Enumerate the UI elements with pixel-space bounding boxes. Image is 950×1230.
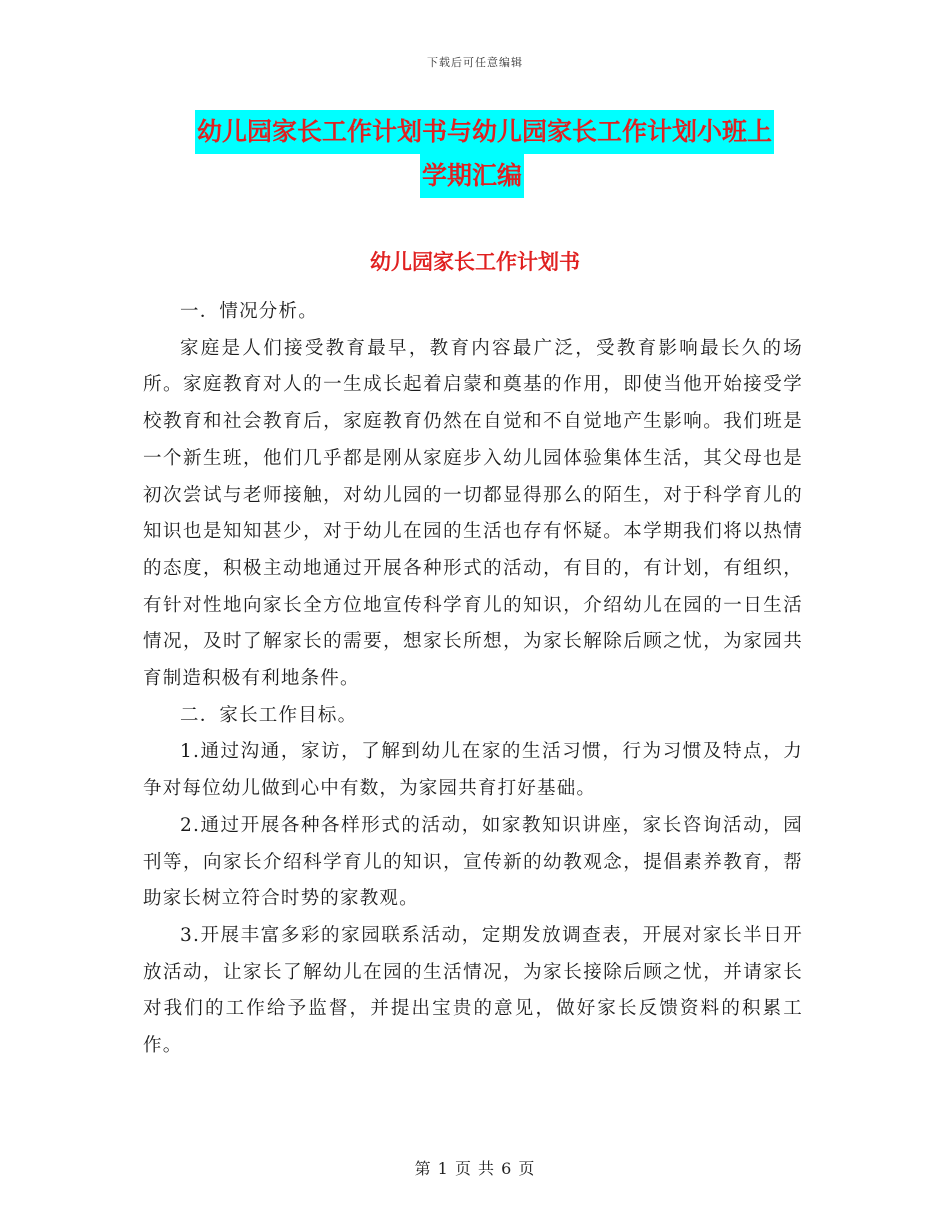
paragraph-goal-2: 2.通过开展各种各样形式的活动，如家教知识讲座，家长咨询活动，园刊等，向家长介绍科学育儿的知识，宣传新的幼教观念，提倡素养教育，帮助家长树立符合时势的家教观。 [143,814,803,910]
document-title-line1: 幼儿园家长工作计划书与幼儿园家长工作计划小班上 [195,110,774,154]
paragraph-goal-1: 1.通过沟通，家访，了解到幼儿在家的生活习惯，行为习惯及特点，力争对每位幼儿做到心中有数，为家园共育打好基础。 [143,741,803,800]
document-title-line2: 学期汇编 [420,154,524,198]
paragraph-goal-3: 3.开展丰富多彩的家园联系活动，定期发放调查表，开展对家长半日开放活动，让家长了解幼儿在园的生活情况，为家长接除后顾之忧，并请家长对我们的工作给予监督，并提出宝贵的意见，做好家长反馈资料的积累工作。 [143,924,803,1057]
heading-situation-analysis: 一．情况分析。 [180,301,318,322]
section-title: 幼儿园家长工作计划书 [370,250,580,274]
document-title [195,110,815,198]
page-footer: 第 1 页 共 6 页 [414,1159,536,1178]
header-note: 下载后可任意编辑 [427,56,523,69]
document-body [143,294,803,1065]
paragraph-situation-text: 家庭是人们接受教育最早，教育内容最广泛，受教育影响最长久的场所。家庭教育对人的一生成长起着启蒙和奠基的作用，即使当他开始接受学校教育和社会教育后，家庭教育仍然在自觉和不自觉地产生影响。我们班是一个新生班，他们几乎都是刚从家庭步入幼儿园体验集体生活，其父母也是初次尝试与老师接触，对幼儿园的一切都显得那么的陌生，对于科学育儿的知识也是知知甚少，对于幼儿在园的生活也存有怀疑。本学期我们将以热情的态度，积极主动地通过开展各种形式的活动，有目的，有计划，有组织，有针对性地向家长全方位地宣传科学育儿的知识，介绍幼儿在园的一日生活情况，及时了解家长的需要，想家长所想，为家长解除后顾之忧，为家园共育制造积极有利地条件。 [143,337,803,690]
heading-work-goals: 二．家长工作目标。 [180,704,358,726]
